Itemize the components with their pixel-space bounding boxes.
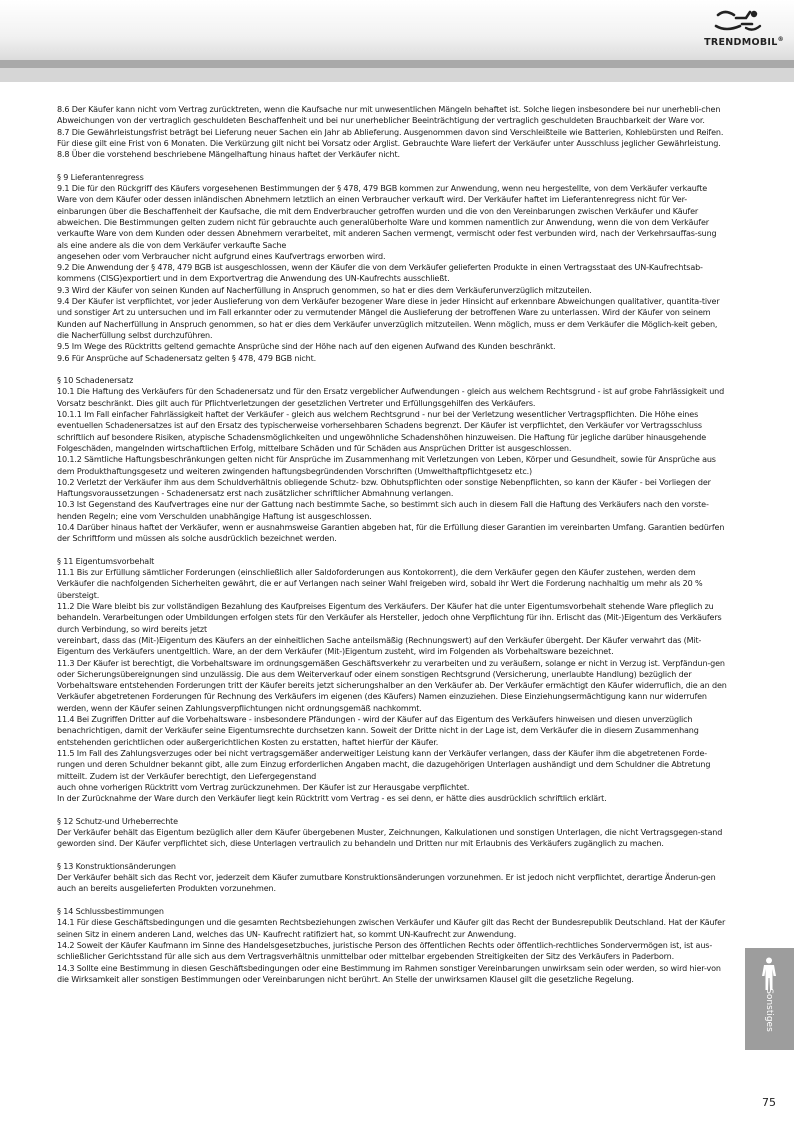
paragraph-11-2-cont: vereinbart, dass das (Mit-)Eigentum des Käufers an der einheitlichen Sache anteilsmäßig (Rechnungswert) auf den Verkäufer übergeht. Der Käufer verwahrt das (Mit-Eigentum des Verkäufers unentgeltlich. Ware, an der dem Verkäufer (Mit-)Eigentum zusteht, wird im Folgenden als Vorbehaltsware bezeichnet. [57,635,702,657]
paragraph-9-4: 9.4 Der Käufer ist verpflichtet, vor jeder Auslieferung von dem Verkäufer bezogener Ware diese in jeder Hinsicht auf erkennbare Abweichungen qualitativer, quantita-tiver und sonstiger Art zu untersuchen und im Fall erkannter oder zu vermutender Mängel die Auslieferung der betroffenen Ware zu unterlassen. Wird der Käufer von seinem Kunden auf Nacherfüllung in Anspruch genommen, so hat er dies dem Verkäufer unverzüglich mitzuteilen. Wenn möglich, muss er dem Verkäufer die Möglich-keit geben, die Nacherfüllung selbst durchzuführen. [57,297,720,340]
paragraph-11-2: 11.2 Die Ware bleibt bis zur vollständigen Bezahlung des Kaufpreises Eigentum des Verkäufers. Der Käufer hat die unter Eigentumsvorbehalt stehende Ware pfleglich zu behandeln. Verarbeitungen oder Umbildungen erfolgen stets für den Verkäufer als Hersteller, jedoch ohne Verpflichtung für ihn. Erlischt das (Mit-)Eigentum des Verkäufers durch Verbindung, so wird bereits jetzt [57,602,722,634]
section-heading-13: § 13 Konstruktionsänderungen [57,861,176,871]
paragraph-8-6: 8.6 Der Käufer kann nicht vom Vertrag zurücktreten, wenn die Kaufsache nur mit unwesentlichen Mängeln behaftet ist. Solche liegen insbesondere bei nur unerhebli-chen Abweichungen von der vertraglich geschuldeten Beschaffenheit und bei nur unerheblicher Beeinträchtigung der vertraglich geschuldeten Brauchbarkeit der Ware vor. [57,105,721,126]
section-heading-11: § 11 Eigentumsvorbehalt [57,556,155,566]
paragraph-9-1: 9.1 Die für den Rückgriff des Käufers vorgesehenen Bestimmungen der § 478, 479 BGB kommen zur Anwendung, wenn neu hergestellte, von dem Verkäufer verkaufte Ware von dem Käufer oder dessen inländischen Abnehmern letztlich an einen Verbraucher verkauft wird. Der Verkäufer haftet im Lieferantenregress nicht für Ver-einbarungen über die Beschaffenheit der Kaufsache, die mit dem Endverbraucher getroffen wurden und die von den Vereinbarungen zwischen Verkäufer und Käufer abweichen. Die Bestimmungen gelten zudem nicht für gebrauchte auch generalüberholte Ware und kommen namentlich zur Anwendung, wenn die von dem Verkäufer verkaufte Ware von dem Kunden oder dessen Abnehmern verarbeitet, mit anderen Sachen vermengt, vermischt oder fest verbunden wird, nach der Verkehrsauffas-sung als eine andere als die von dem Verkäufer verkaufte Sache [57,184,717,250]
paragraph-9-5: 9.5 Im Wege des Rücktritts geltend gemachte Ansprüche sind der Höhe nach auf den eigenen Aufwand des Kunden beschränkt. [57,342,556,352]
paragraph-11-1: 11.1 Bis zur Erfüllung sämtlicher Forderungen (einschließlich aller Saldoforderungen aus Kontokorrent), die dem Verkäufer gegen den Käufer zustehen, werden dem Verkäufer die nachfolgenden Sicherheiten gewährt, die er auf Verlangen nach seiner Wahl freigeben wird, sobald ihr Wert die Forderung nachhaltig um mehr als 20 % übersteigt. [57,568,703,600]
paragraph-10-1: 10.1 Die Haftung des Verkäufers für den Schadenersatz und für den Ersatz vergeblicher Aufwendungen - gleich aus welchem Rechtsgrund - ist auf grobe Fahrlässigkeit und Vorsatz beschränkt. Dies gilt auch für Pflichtverletzungen der gesetzlichen Vertreter und Erfüllungsgehilfen des Verkäufers. [57,387,725,408]
paragraph-11-3: 11.3 Der Käufer ist berechtigt, die Vorbehaltsware im ordnungsgemäßen Geschäftsverkehr zu verarbeiten und zu veräußern, solange er nicht in Verzug ist. Verpfändun-gen oder Sicherungsübereignungen sind unzulässig. Die aus dem Weiterverkauf oder einem sonstigen Rechtsgrund (Versicherung, unerlaubte Handlung) bezüglich der Vorbehaltsware entstehenden Forderungen tritt der Käufer bereits jetzt sicherungshalber an den Verkäufer ab. Der Verkäufer ermächtigt den Käufer widerruflich, die an den [57,658,727,691]
header-stripe-dark [0,60,794,68]
paragraph-10-3: 10.3 Ist Gegenstand des Kaufvertrages eine nur der Gattung nach bestimmte Sache, so bestimmt sich auch in diesem Fall die Haftung des Verkäufers nach den vorste-henden Regeln; eine vom Verschulden unabhängige Haftung ist ausgeschlossen. [57,500,709,521]
section-tab-sonstiges[interactable] [745,948,794,1050]
paragraph-11-3-cont: Verkäufer abgetretenen Forderungen für Rechnung des Verkäufers im eigenen (des Käufers) Namen einzuziehen. Diese Einziehungsermächtigung kann nur widerrufen werden, wenn der Käufer seinen Zahlungsverpflichtungen nicht ordnungsgemäß nachkommt. [57,692,707,713]
section-tab-label: Sonstiges [764,988,774,1032]
paragraph-11-5: 11.5 Im Fall des Zahlungsverzuges oder bei nicht vertragsgemäßer anderweitiger Leistung kann der Verkäufer verlangen, dass der Käufer ihm die abgetretenen Forde-rungen und deren Schuldner bekannt gibt, alle zum Einzug erforderlichen Angaben macht, die dazugehörigen Unterlagen aushändigt und dem Schuldner die Abtretung mitteilt. Zudem ist der Verkäufer berechtigt, den Liefergegenstand [57,748,711,781]
paragraph-11-5-note: In der Zurücknahme der Ware durch den Verkäufer liegt kein Rücktritt vom Vertrag - es sei denn, er hätte dies ausdrücklich schriftlich erklärt. [57,794,607,804]
paragraph-8-7: 8.7 Die Gewährleistungsfrist beträgt bei Lieferung neuer Sachen ein Jahr ab Ablieferung. Ausgenommen davon sind Verschleißteile wie Batterien, Kohlebürsten und Reifen. Für diese gilt eine Frist von 6 Monaten. Die Verkürzung gilt nicht bei Vorsatz oder Arglist. Gebrauchte Ware liefert der Verkäufer unter Ausschluss jeglicher Gewährleistung. [57,127,724,148]
paragraph-10-1-1: 10.1.1 Im Fall einfacher Fahrlässigkeit haftet der Verkäufer - gleich aus welchem Rechtsgrund - nur bei der Verletzung wesentlicher Vertragspflichten. Die Höhe eines eventuellen Schadenersatzes ist auf den Ersatz des typischerweise vorhersehbaren Schadens begrenzt. Der Käufer ist verpflichtet, den Verkäufer vor Vertragsschluss schriftlich auf besondere Risiken, atypische Schadensmöglichkeiten und ungewöhnliche Schadenshöhen hinzuweisen. Die Haftung für jegliche darüber hinausgehende Folgeschäden, mangelnden wirtschaftlichen Erfolg, mittelbare Schäden und für Schäden aus Ansprüchen Dritter ist ausgeschlossen. [57,410,707,453]
paragraph-14-2: 14.2 Soweit der Käufer Kaufmann im Sinne des Handelsgesetzbuches, juristische Person des öffentlichen Rechts oder öffentlich-rechtliches Sondervermögen ist, ist aus-schließlicher Gerichtsstand für alle sich aus dem Vertragsverhältnis unmittelbar oder mittelbar ergebenden Streitigkeiten der Sitz des Verkäufers in Paderborn. [57,940,713,962]
paragraph-9-1-cont: angesehen oder vom Verbraucher nicht aufgrund eines Kaufvertrags erworben wird. [57,251,386,261]
section-heading-9: § 9 Lieferantenregress [57,172,144,182]
paragraph-10-1-2: 10.1.2 Sämtliche Haftungsbeschränkungen gelten nicht für Ansprüche im Zusammenhang mit Verletzungen von Leben, Körper und Gesundheit, sowie für Ansprüche aus dem Produkthaftungsgesetz und weiteren zwingenden haftungsbegründenden Vorschriften (Umwelthaftpflichtgesetz etc.) [57,455,716,476]
human-figure-icon [758,957,780,991]
paragraph-11-5-cont: auch ohne vorherigen Rücktritt vom Vertrag zurückzunehmen. Der Käufer ist zur Herausgabe verpflichtet. [57,782,470,792]
brand-wordmark: TRENDMOBIL® [704,36,784,49]
paragraph-9-3: 9.3 Wird der Käufer von seinen Kunden auf Nacherfüllung in Anspruch genommen, so hat er dies dem Verkäuferunverzüglich mitzuteilen. [57,285,592,295]
paragraph-14-3: 14.3 Sollte eine Bestimmung in diesen Geschäftsbedingungen oder eine Bestimmung im Rahmen sonstiger Vereinbarungen unwirksam sein oder werden, so wird hier-von die Wirksamkeit aller sonstigen Bestimmungen oder Vereinbarungen nicht berührt. An Stelle der unwirksamen Klausel gilt die gesetzliche Regelung. [57,963,721,984]
paragraph-9-2: 9.2 Die Anwendung der § 478, 479 BGB ist ausgeschlossen, wenn der Käufer die von dem Verkäufer gelieferten Produkte in einen Vertragsstaat des UN-Kaufrechtsab-kommens (CISG)exportiert und in dem Exportvertrag die Anwendung des UN-Kaufrechts ausschließt. [57,263,703,284]
paragraph-11-4: 11.4 Bei Zugriffen Dritter auf die Vorbehaltsware - insbesondere Pfändungen - wird der Käufer auf das Eigentum des Verkäufers hinweisen und diesen unverzüglich benachrichtigen, damit der Verkäufer seine Eigentumsrechte durchsetzen kann. Soweit der Dritte nicht in der Lage ist, dem Verkäufer die in diesem Zusammenhang entstehenden gerichtlichen oder außergerichtlichen Kosten zu erstatten, haftet hierfür der Käufer. [57,715,699,747]
paragraph-10-2: 10.2 Verletzt der Verkäufer ihm aus dem Schuldverhältnis obliegende Schutz- bzw. Obhutspflichten oder sonstige Nebenpflichten, so kann der Käufer - bei Vorliegen der Haftungsvoraussetzungen - Schadenersatz erst nach zusätzlicher schriftlicher Abmahnung verlangen. [57,477,711,499]
paragraph-9-6: 9.6 Für Ansprüche auf Schadenersatz gelten § 478, 479 BGB nicht. [57,353,317,363]
paragraph-14-1: 14.1 Für diese Geschäftsbedingungen und die gesamten Rechtsbeziehungen zwischen Verkäufer und Käufer gilt das Recht der Bundesrepublik Deutschland. Hat der Käufer seinen Sitz in einem anderen Land, welches das UN- Kaufrecht ratifiziert hat, so kommt UN-Kaufrecht zur Anwendung. [57,918,726,939]
section-heading-12: § 12 Schutz-und Urheberrechte [57,816,178,826]
document-body [57,104,729,985]
paragraph-10-4: 10.4 Darüber hinaus haftet der Verkäufer, wenn er ausnahmsweise Garantien abgeben hat, für die Erfüllung dieser Garantien im vereinbarten Umfang. Garantien bedürfen der Schriftform und müssen als solche ausdrücklich bezeichnet werden. [57,522,725,544]
section-heading-10: § 10 Schadenersatz [57,376,134,386]
page-number: 75 [762,1096,776,1109]
brand-logo [700,6,788,54]
section-heading-14: § 14 Schlussbestimmungen [57,907,164,917]
header-stripe-light [0,68,794,82]
paragraph-12: Der Verkäufer behält das Eigentum bezüglich aller dem Käufer übergebenen Muster, Zeichnungen, Kalkulationen und sonstigen Unterlagen, die nicht Vertragsgegen-stand geworden sind. Der Käufer verpflichtet sich, diese Unterlagen vertraulich zu behandeln und Dritten nur mit Erlaubnis des Verkäufers zugänglich zu machen. [57,828,723,849]
paragraph-13: Der Verkäufer behält sich das Recht vor, jederzeit dem Käufer zumutbare Konstruktionsänderungen vorzunehmen. Er ist jedoch nicht verpflichtet, derartige Änderun-gen auch an bereits ausgelieferten Produkten vorzunehmen. [57,873,716,894]
paragraph-8-8: 8.8 Über die vorstehend beschriebene Mängelhaftung hinaus haftet der Verkäufer nicht. [57,150,400,160]
page-header [0,0,794,60]
wheelchair-logo-icon [706,6,782,36]
